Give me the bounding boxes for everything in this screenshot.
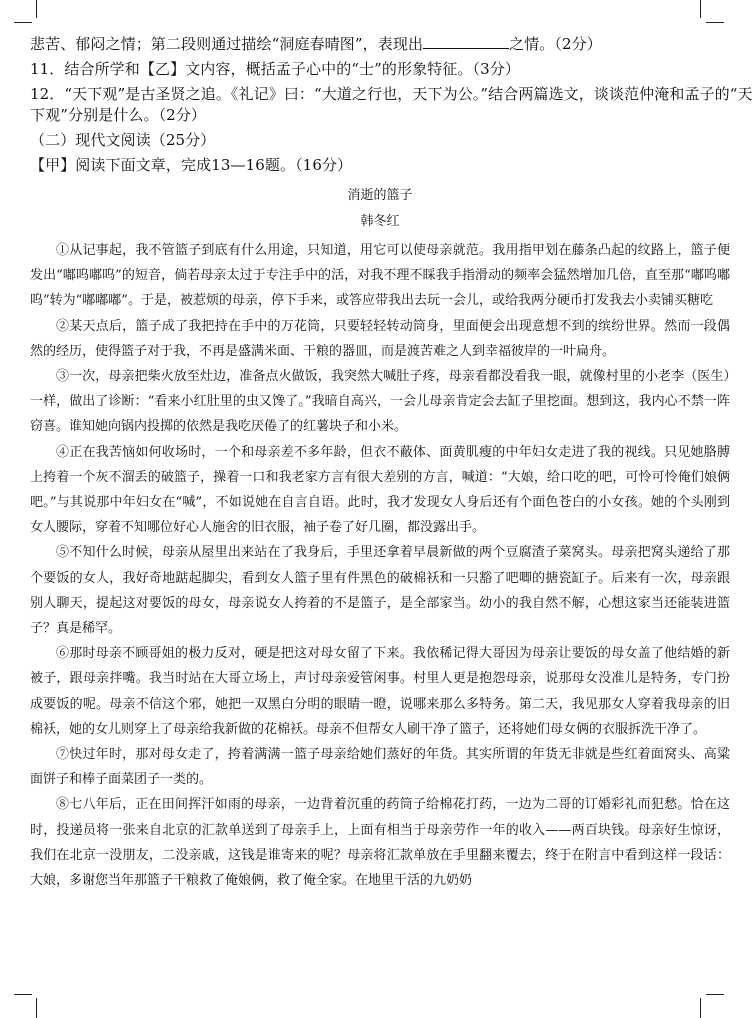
crop-mark-bottom-right-v — [700, 998, 701, 1018]
article-title: 消逝的篮子 — [347, 188, 413, 203]
question-10-points: 之情。（2分） — [509, 35, 602, 53]
paragraph-8: ⑧七八年后，正在田间挥汗如雨的母亲，一边背着沉重的药筒子给棉花打药，一边为二哥的订婚彩礼而犯愁。恰在这时，投递员将一张来自北京的汇款单送到了母亲手上，上面有相当于母亲劳作一年的收入——两百块钱。母亲好生惊讶，我们在北京一没朋友，二没亲戚，这钱是谁寄来的呢？母亲将汇款单放在手里翻来覆去，终于在附言中看到这样一段话：大娘，多谢您当年那篮子干粮救了俺娘俩，救了俺全家。在地里干活的九奶奶 — [30, 797, 730, 889]
paragraph-4: ④正在我苦恼如何收场时，一个和母亲差不多年龄，但衣不蔽体、面黄肌瘦的中年妇女走进了我的视线。只见她胳膊上挎着一个灰不溜丢的破篮子，操着一口和我老家方言有很大差别的方言，喊道：“大娘，给口吃的吧，可怜可怜俺们娘俩吧。”与其说那中年妇女在“喊”，不如说她在自言自语。此时，我才发现女人身后还有个面色苍白的小女孩。她的个头刚到女人腰际，穿着不知哪位好心人施舍的旧衣服，袖子卷了好几圈，都没露出手。 — [30, 444, 730, 536]
crop-mark-top-right-h — [706, 22, 724, 23]
reading-instruction: 【甲】阅读下面文章，完成13—16题。（16分） — [30, 156, 353, 174]
article-author: 韩冬红 — [360, 214, 400, 229]
question-10-text: 悲苦、郁闷之情；第二段则通过描绘“洞庭春晴图”，表现出 — [30, 35, 424, 53]
crop-mark-top-left-h — [14, 22, 32, 23]
paragraph-7: ⑦快过年时，那对母女走了，挎着满满一篮子母亲给她们蒸好的年货。其实所谓的年货无非就是些红着面窝头、高粱面饼子和棒子面菜团子一类的。 — [30, 747, 730, 788]
paragraph-6: ⑥那时母亲不顾哥姐的极力反对，硬是把这对母女留了下来。我依稀记得大哥因为母亲让要饭的母女盖了他结婚的新被子，跟母亲拌嘴。我当时站在大哥立场上，声讨母亲爱管闲事。村里人更是抱怨母亲，说那母女没准儿是特务，专门扮成要饭的呢。母亲不信这个邪，她把一双黑白分明的眼睛一瞪，说哪来那么多特务。第二天，我见那女人穿着我母亲的旧棉袄，她的女儿则穿上了母亲给我新做的花棉袄。母亲不但帮女人刷干净了篮子，还将她们母女俩的衣服拆洗干净了。 — [30, 646, 730, 737]
section-heading: （二）现代文阅读（25分） — [30, 131, 216, 149]
crop-mark-top-left-v — [36, 0, 37, 18]
paragraph-5: ⑤不知什么时候，母亲从屋里出来站在了我身后，手里还拿着早晨新做的两个豆腐渣子菜窝头。母亲把窝头递给了那个要饭的女人，我好奇地踮起脚尖，看到女人篮子里有件黑色的破棉袄和一只豁了吧唧的搪瓷缸子。后来有一次，母亲跟别人聊天，提起这对要饭的母女，母亲说女人挎着的不是篮子，是全部家当。幼小的我自然不解，心想这家当还能装进篮子？真是稀罕。 — [30, 545, 730, 637]
question-11: 11．结合所学和【乙】文内容，概括孟子心中的“士”的形象特征。（3分） — [30, 60, 520, 78]
answer-blank — [423, 35, 509, 49]
paragraph-1: ①从记事起，我不管篮子到底有什么用途，只知道，用它可以使母亲就范。我用指甲划在藤条凸起的纹路上，篮子便发出“嘟呜嘟呜”的短音，倘若母亲太过于专注手中的活，对我不理不睬我手指滑动的频率会猛然增加几倍，直至那“嘟呜嘟呜”转为“嘟嘟嘟”。于是，被惹烦的母亲，停下手来，或答应带我出去玩一会儿，或给我两分硬币打发我去小卖铺买糖吃 — [30, 243, 730, 309]
question-10-tail — [30, 34, 730, 55]
exam-page — [30, 34, 753, 893]
crop-mark-bottom-left-v — [36, 998, 37, 1018]
paragraph-3: ③一次，母亲把柴火放至灶边，准备点火做饭，我突然大喊肚子疼，母亲看都没看我一眼，就像村里的小老李（医生）一样，做出了诊断：“看来小红肚里的虫又馋了。”我暗自高兴，一会儿母亲肯定会去缸子里挖面。想到这，我内心不禁一阵窃喜。谁知她向锅内投掷的依然是我吃厌倦了的红薯块子和小米。 — [30, 369, 730, 435]
crop-mark-top-right-v — [700, 0, 701, 18]
crop-mark-bottom-right-h — [706, 994, 724, 995]
crop-mark-bottom-left-h — [14, 994, 32, 995]
paragraph-2: ②某天点后，篮子成了我把持在手中的万花筒，只要轻轻转动筒身，里面便会出现意想不到的缤纷世界。然而一段偶然的经历，使得篮子对于我，不再是盛满米面、干粮的器皿，而是渡苦难之人到幸福彼岸的一叶扁舟。 — [30, 318, 730, 359]
question-12-line-2: 下观”分别是什么。（2分） — [30, 106, 207, 124]
question-12-line-1: 12．“天下观”是古圣贤之追。《礼记》曰：“大道之行也，天下为公。”结合两篇选文，谈谈范仲淹和孟子的“天 — [30, 85, 753, 103]
